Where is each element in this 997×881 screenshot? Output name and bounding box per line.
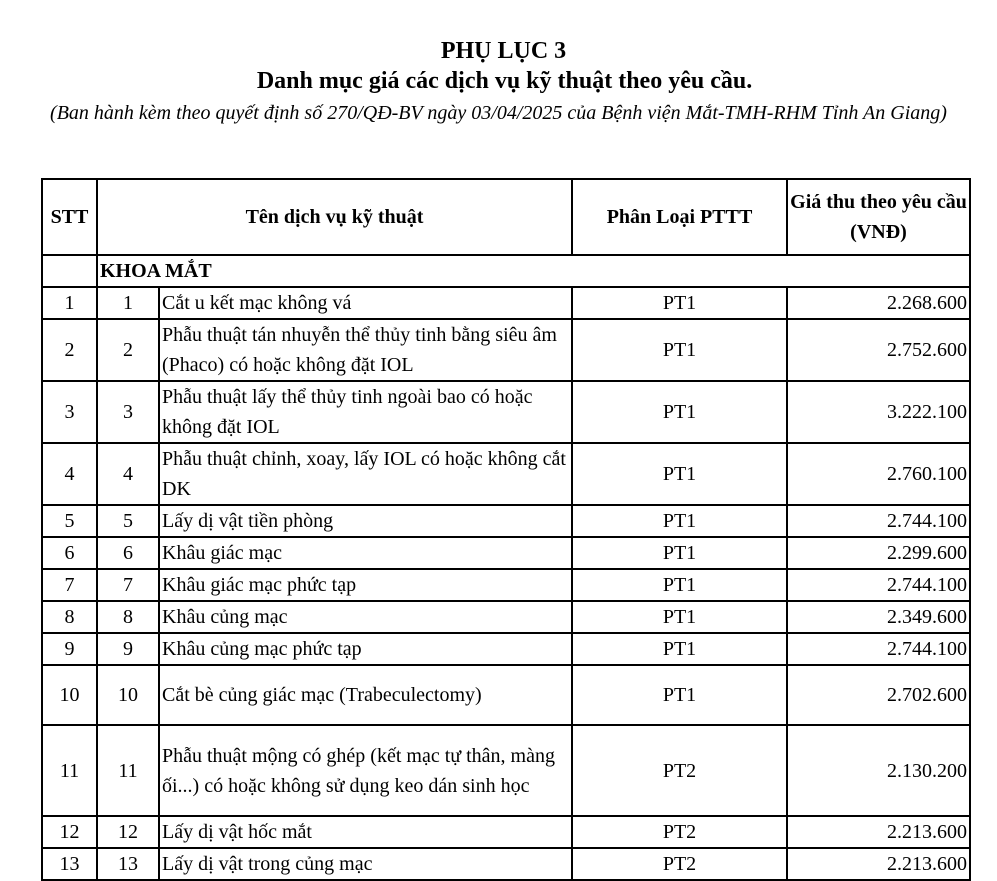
table-row: [42, 569, 970, 601]
header-service-name: Tên dịch vụ kỹ thuật: [97, 179, 572, 255]
document-title: Danh mục giá các dịch vụ kỹ thuật theo yêu cầu.: [256, 68, 753, 94]
row-classification: PT1: [572, 569, 787, 601]
document-header: [0, 36, 997, 127]
row-service-name: Phẫu thuật mộng có ghép (kết mạc tự thân, màng ối...) có hoặc không sử dụng keo dán sinh học: [159, 725, 572, 816]
row-classification: PT1: [572, 665, 787, 725]
row-classification: PT2: [572, 816, 787, 848]
row-classification: PT1: [572, 319, 787, 381]
row-classification: PT1: [572, 633, 787, 665]
row-stt: 11: [42, 725, 97, 816]
row-service-name: Khâu củng mạc: [159, 601, 572, 633]
row-stt: 8: [42, 601, 97, 633]
row-service-name: Lấy dị vật trong củng mạc: [159, 848, 572, 880]
row-price: 2.130.200: [787, 725, 970, 816]
row-number: 3: [97, 381, 159, 443]
table-row: [42, 287, 970, 319]
issued-note: (Ban hành kèm theo quyết định số 270/QĐ-BV ngày 03/04/2025 của Bệnh viện Mắt-TMH-RHM Tỉnh An Giang): [50, 102, 947, 124]
table-row: [42, 816, 970, 848]
price-table: [41, 178, 971, 881]
row-price: 2.744.100: [787, 505, 970, 537]
row-service-name: Phẫu thuật lấy thể thủy tinh ngoài bao có hoặc không đặt IOL: [159, 381, 572, 443]
section-row: [42, 255, 970, 287]
row-classification: PT2: [572, 848, 787, 880]
row-price: 2.744.100: [787, 569, 970, 601]
row-number: 9: [97, 633, 159, 665]
row-stt: 2: [42, 319, 97, 381]
row-number: 11: [97, 725, 159, 816]
table-row: [42, 725, 970, 816]
row-stt: 13: [42, 848, 97, 880]
row-number: 4: [97, 443, 159, 505]
row-number: 10: [97, 665, 159, 725]
row-stt: 6: [42, 537, 97, 569]
row-number: 5: [97, 505, 159, 537]
row-classification: PT1: [572, 443, 787, 505]
row-classification: PT2: [572, 725, 787, 816]
row-number: 1: [97, 287, 159, 319]
row-price: 2.268.600: [787, 287, 970, 319]
row-classification: PT1: [572, 601, 787, 633]
row-service-name: Phẫu thuật chỉnh, xoay, lấy IOL có hoặc không cắt DK: [159, 443, 572, 505]
row-price: 2.744.100: [787, 633, 970, 665]
table-row: [42, 443, 970, 505]
row-stt: 7: [42, 569, 97, 601]
row-price: 2.702.600: [787, 665, 970, 725]
row-stt: 5: [42, 505, 97, 537]
header-stt: STT: [42, 179, 97, 255]
row-price: 2.752.600: [787, 319, 970, 381]
row-stt: 9: [42, 633, 97, 665]
row-classification: PT1: [572, 381, 787, 443]
table-row: [42, 505, 970, 537]
section-empty-cell: [42, 255, 97, 287]
table-row: [42, 848, 970, 880]
row-service-name: Khâu giác mạc: [159, 537, 572, 569]
row-price: 2.349.600: [787, 601, 970, 633]
row-service-name: Cắt u kết mạc không vá: [159, 287, 572, 319]
row-price: 2.760.100: [787, 443, 970, 505]
row-price: 3.222.100: [787, 381, 970, 443]
row-stt: 10: [42, 665, 97, 725]
row-service-name: Lấy dị vật hốc mắt: [159, 816, 572, 848]
row-classification: PT1: [572, 505, 787, 537]
row-classification: PT1: [572, 287, 787, 319]
section-label: KHOA MẮT: [97, 255, 970, 287]
row-service-name: Lấy dị vật tiền phòng: [159, 505, 572, 537]
row-number: 13: [97, 848, 159, 880]
row-number: 8: [97, 601, 159, 633]
row-stt: 1: [42, 287, 97, 319]
row-service-name: Khâu củng mạc phức tạp: [159, 633, 572, 665]
row-price: 2.213.600: [787, 848, 970, 880]
table-header-row: [42, 179, 970, 255]
row-stt: 12: [42, 816, 97, 848]
appendix-title: PHỤ LỤC 3: [440, 38, 567, 64]
row-service-name: Khâu giác mạc phức tạp: [159, 569, 572, 601]
row-number: 6: [97, 537, 159, 569]
row-stt: 4: [42, 443, 97, 505]
table-row: [42, 633, 970, 665]
table-row: [42, 537, 970, 569]
header-classification: Phân Loại PTTT: [572, 179, 787, 255]
table-row: [42, 665, 970, 725]
table-row: [42, 601, 970, 633]
row-number: 7: [97, 569, 159, 601]
row-number: 2: [97, 319, 159, 381]
header-price: Giá thu theo yêu cầu (VNĐ): [787, 179, 970, 255]
row-classification: PT1: [572, 537, 787, 569]
row-stt: 3: [42, 381, 97, 443]
row-number: 12: [97, 816, 159, 848]
row-price: 2.299.600: [787, 537, 970, 569]
row-price: 2.213.600: [787, 816, 970, 848]
row-service-name: Cắt bè củng giác mạc (Trabeculectomy): [159, 665, 572, 725]
table-row: [42, 319, 970, 381]
table-row: [42, 381, 970, 443]
row-service-name: Phẫu thuật tán nhuyễn thể thủy tinh bằng siêu âm (Phaco) có hoặc không đặt IOL: [159, 319, 572, 381]
